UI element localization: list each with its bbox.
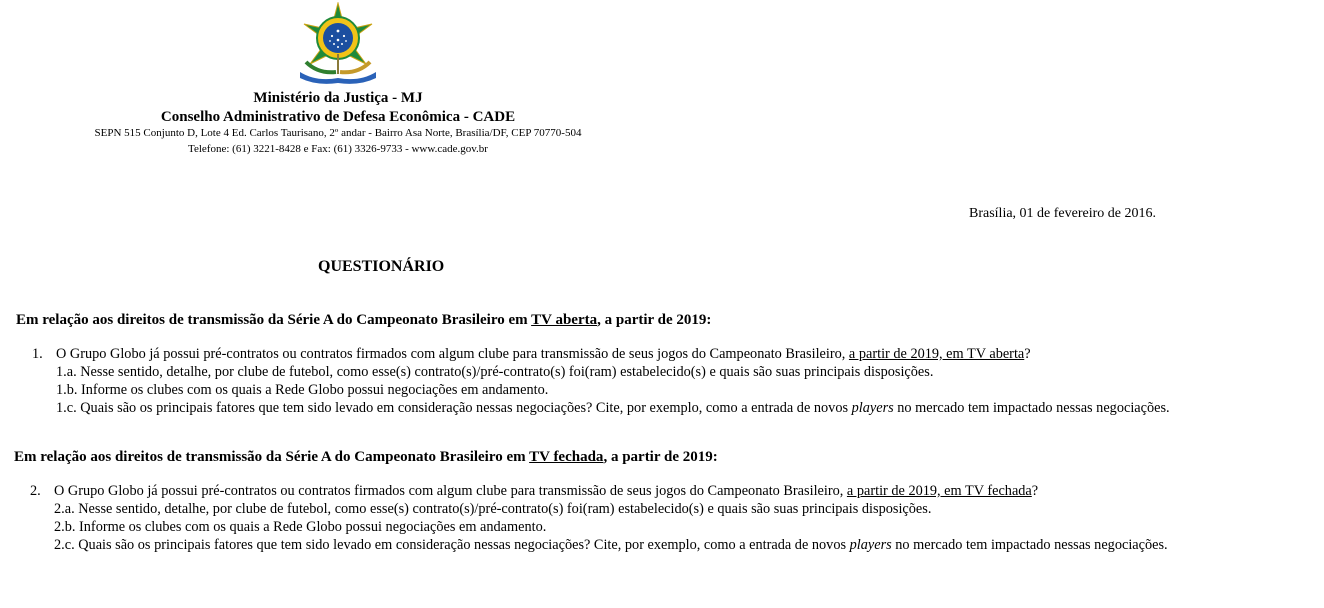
subquestion-text: 2.c. Quais são os principais fatores que tem sido levado em consideração nessas negociações? Cite, por exemplo, como a entrada de novos	[54, 537, 850, 553]
section-heading-tv-aberta	[16, 312, 711, 329]
address-line: SEPN 515 Conjunto D, Lote 4 Ed. Carlos Taurisano, 2º andar - Bairro Asa Norte, Brasília/DF, CEP 70770-504	[94, 127, 582, 139]
subquestion-1a: 1.a. Nesse sentido, detalhe, por clube de futebol, como esse(s) contrato(s)/pré-contrato(s) foi(ram) estabelecido(s) e quais são suas principais disposições.	[56, 364, 934, 380]
question-number: 2.	[30, 483, 41, 499]
question-1	[56, 346, 1031, 363]
section-heading-underlined: TV fechada	[529, 449, 604, 465]
question-underlined: a partir de 2019, em TV aberta	[848, 346, 1025, 362]
date-line: Brasília, 01 de fevereiro de 2016.	[969, 206, 1156, 221]
subquestion-2b: 2.b. Informe os clubes com os quais a Rede Globo possui negociações em andamento.	[54, 519, 547, 535]
subquestion-italic: players	[849, 537, 892, 553]
section-heading-suffix: , a partir de 2019:	[603, 449, 718, 465]
section-heading-text: Em relação aos direitos de transmissão da Série A do Campeonato Brasileiro em	[14, 449, 530, 465]
subquestion-italic: players	[851, 400, 894, 416]
section-heading-underlined: TV aberta	[531, 312, 598, 328]
question-suffix: ?	[1024, 346, 1031, 362]
subquestion-suffix: no mercado tem impactado nessas negociações.	[891, 537, 1168, 553]
subquestion-1b: 1.b. Informe os clubes com os quais a Rede Globo possui negociações em andamento.	[56, 382, 549, 398]
question-number: 1.	[32, 346, 43, 362]
subquestion-suffix: no mercado tem impactado nessas negociações.	[893, 400, 1170, 416]
section-heading-tv-fechada	[14, 449, 718, 466]
question-text: O Grupo Globo já possui pré-contratos ou contratos firmados com algum clube para transmissão de seus jogos do Campeonato Brasileiro,	[56, 346, 849, 362]
question-underlined: a partir de 2019, em TV fechada	[846, 483, 1032, 499]
subquestion-2a: 2.a. Nesse sentido, detalhe, por clube de futebol, como esse(s) contrato(s)/pré-contrato(s) foi(ram) estabelecido(s) e quais são suas principais disposições.	[54, 501, 932, 517]
question-suffix: ?	[1031, 483, 1039, 499]
question-text: O Grupo Globo já possui pré-contratos ou contratos firmados com algum clube para transmissão de seus jogos do Campeonato Brasileiro,	[54, 483, 847, 499]
document-title: QUESTIONÁRIO	[318, 258, 445, 275]
emblem-sword	[337, 54, 339, 74]
question-2	[54, 483, 1038, 500]
section-heading-text: Em relação aos direitos de transmissão da Série A do Campeonato Brasileiro em	[16, 312, 532, 328]
section-heading-suffix: , a partir de 2019:	[597, 312, 712, 328]
ministry-name: Ministério da Justiça - MJ	[253, 90, 423, 106]
subquestion-text: 1.c. Quais são os principais fatores que tem sido levado em consideração nessas negociações? Cite, por exemplo, como a entrada de novos	[56, 400, 852, 416]
subquestion-1c	[56, 400, 1170, 417]
subquestion-2c	[54, 537, 1168, 554]
council-name: Conselho Administrativo de Defesa Econômica - CADE	[160, 109, 516, 125]
contact-line: Telefone: (61) 3221-8428 e Fax: (61) 3326-9733 - www.cade.gov.br	[188, 143, 488, 155]
emblem-blue-disc	[323, 23, 353, 53]
brasao-da-republica-emblem	[296, 2, 380, 86]
